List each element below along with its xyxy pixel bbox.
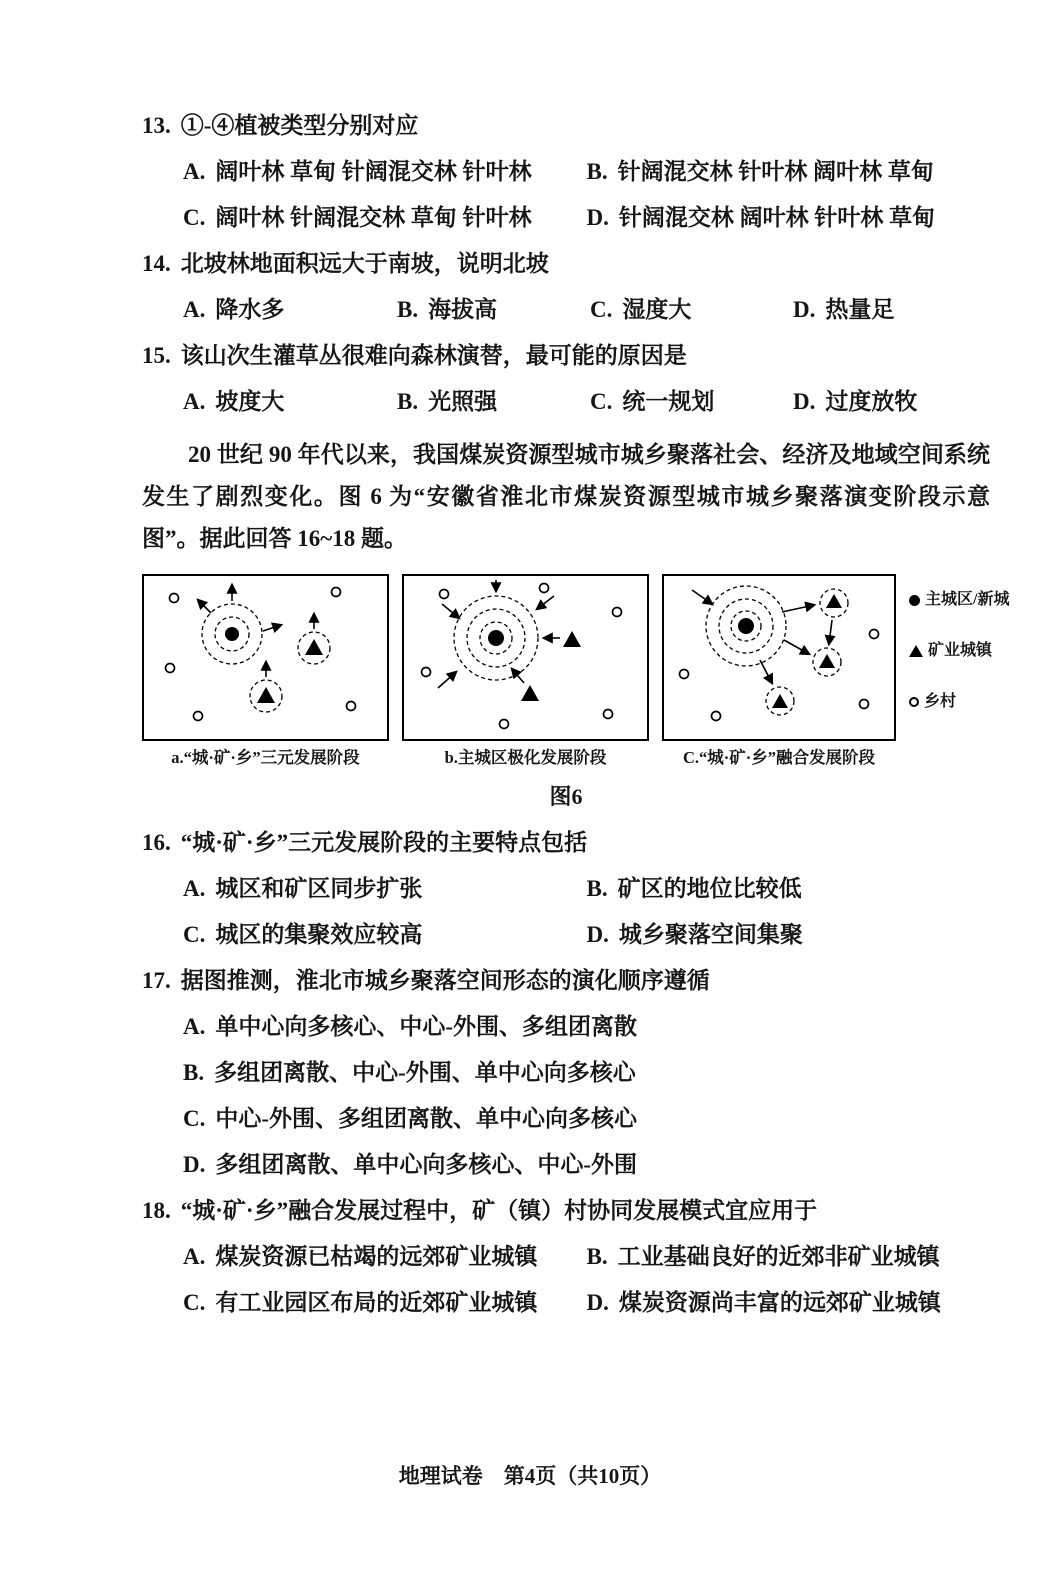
question-text: “城·矿·乡”三元发展阶段的主要特点包括 xyxy=(180,830,588,855)
option-d xyxy=(587,921,991,949)
question-number: 15. xyxy=(142,343,171,368)
option-text: 热量足 xyxy=(825,297,895,322)
figure-panel-a xyxy=(142,574,389,768)
option-label: D. xyxy=(586,922,609,947)
question-number: 18. xyxy=(142,1198,171,1223)
legend-label: 乡村 xyxy=(924,693,957,710)
option-d xyxy=(183,1151,990,1179)
question-18-stem xyxy=(142,1197,990,1225)
option-label: C. xyxy=(183,1106,206,1131)
option-text: 阔叶林 针阔混交林 草甸 针叶林 xyxy=(215,205,532,230)
question-16-stem xyxy=(142,829,990,857)
question-13 xyxy=(142,112,990,232)
option-text: 城区的集聚效应较高 xyxy=(215,922,423,947)
intro-passage: 20 世纪 90 年代以来，我国煤炭资源型城市城乡聚落社会、经济及地域空间系统发生了剧烈变化。图 6 为“安徽省淮北市煤炭资源型城市城乡聚落演变阶段示意图”。据此回答 16~18 题。 xyxy=(142,442,990,551)
option-text: 煤炭资源尚丰富的远郊矿业城镇 xyxy=(618,1290,941,1315)
option-text: 坡度大 xyxy=(215,389,285,414)
question-14 xyxy=(142,250,990,324)
option-label: C. xyxy=(590,297,613,322)
legend-item-mine xyxy=(909,641,1009,661)
option-label: C. xyxy=(183,922,206,947)
option-a xyxy=(183,1243,587,1271)
question-text: 据图推测，淮北市城乡聚落空间形态的演化顺序遵循 xyxy=(180,968,710,993)
option-text: 多组团离散、单中心向多核心、中心-外围 xyxy=(215,1152,638,1177)
option-label: A. xyxy=(183,1014,206,1039)
option-label: B. xyxy=(397,389,419,414)
question-text: ①-④植被类型分别对应 xyxy=(180,113,419,138)
option-b xyxy=(397,296,590,324)
option-b xyxy=(587,158,991,186)
option-text: 统一规划 xyxy=(622,389,715,414)
question-16-options xyxy=(183,875,990,949)
option-a xyxy=(183,1013,990,1041)
panel-b-caption: b.主城区极化发展阶段 xyxy=(444,748,607,767)
option-label: A. xyxy=(183,389,206,414)
option-text: 降水多 xyxy=(215,297,285,322)
option-text: 针阔混交林 阔叶林 针叶林 草甸 xyxy=(618,205,936,230)
figure-panel-b xyxy=(402,574,649,768)
option-text: 过度放牧 xyxy=(825,389,918,414)
option-label: B. xyxy=(397,297,419,322)
option-text: 针阔混交林 针叶林 阔叶林 草甸 xyxy=(617,159,934,184)
question-13-stem xyxy=(142,112,990,140)
option-label: B. xyxy=(586,159,608,184)
figure-caption: 图6 xyxy=(549,784,583,809)
option-c xyxy=(183,921,587,949)
option-text: 海拔高 xyxy=(428,297,498,322)
question-number: 16. xyxy=(142,830,171,855)
question-18 xyxy=(142,1197,990,1317)
option-c xyxy=(590,388,793,416)
connection-arrows xyxy=(760,605,832,683)
option-label: B. xyxy=(586,876,608,901)
option-a xyxy=(183,875,587,903)
option-text: 单中心向多核心、中心-外围、多组团离散 xyxy=(215,1014,638,1039)
main-city xyxy=(438,580,554,688)
main-city xyxy=(692,586,786,666)
option-c xyxy=(183,1105,990,1133)
option-b xyxy=(397,388,590,416)
question-17-options xyxy=(183,1013,990,1179)
option-text: 有工业园区布局的近郊矿业城镇 xyxy=(215,1290,538,1315)
option-d xyxy=(587,204,991,232)
mining-town xyxy=(250,662,282,712)
option-label: C. xyxy=(590,389,613,414)
option-label: A. xyxy=(183,1244,206,1269)
option-d xyxy=(587,1289,991,1317)
legend-item-village xyxy=(909,692,1009,712)
question-13-options xyxy=(183,158,990,232)
question-18-options xyxy=(183,1243,990,1317)
option-label: B. xyxy=(183,1060,205,1085)
question-14-stem xyxy=(142,250,990,278)
legend-item-city xyxy=(909,590,1009,610)
open-circle-icon xyxy=(909,697,919,707)
question-17 xyxy=(142,967,990,1179)
option-b xyxy=(587,1243,991,1271)
option-text: 城区和矿区同步扩张 xyxy=(215,876,423,901)
option-label: D. xyxy=(586,205,609,230)
mining-town xyxy=(544,631,581,647)
panel-c-diagram xyxy=(664,576,894,739)
question-15-stem xyxy=(142,342,990,370)
option-label: D. xyxy=(793,297,816,322)
filled-circle-icon xyxy=(909,595,920,606)
figure-legend xyxy=(909,590,1009,712)
option-text: 多组团离散、中心-外围、单中心向多核心 xyxy=(214,1060,636,1085)
question-17-stem xyxy=(142,967,990,995)
option-label: D. xyxy=(793,389,816,414)
option-label: A. xyxy=(183,159,206,184)
option-d xyxy=(793,296,990,324)
option-a xyxy=(183,296,397,324)
panel-c-caption: C.“城·矿·乡”融合发展阶段 xyxy=(682,748,876,767)
option-a xyxy=(183,158,587,186)
main-city xyxy=(198,585,281,664)
option-label: D. xyxy=(586,1290,609,1315)
option-label: D. xyxy=(183,1152,206,1177)
question-14-options xyxy=(183,296,990,324)
option-d xyxy=(793,388,990,416)
option-label: A. xyxy=(183,297,206,322)
question-number: 14. xyxy=(142,251,171,276)
option-label: B. xyxy=(586,1244,608,1269)
figure-panel-c xyxy=(662,574,896,768)
option-text: 阔叶林 草甸 针阔混交林 针叶林 xyxy=(215,159,532,184)
legend-label: 矿业城镇 xyxy=(928,642,993,659)
option-b xyxy=(587,875,991,903)
option-c xyxy=(183,204,587,232)
option-text: 煤炭资源已枯竭的远郊矿业城镇 xyxy=(215,1244,538,1269)
option-label: C. xyxy=(183,205,206,230)
option-b xyxy=(183,1059,990,1087)
option-c xyxy=(183,1289,587,1317)
panel-b-diagram xyxy=(404,576,647,739)
option-a xyxy=(183,388,397,416)
option-label: A. xyxy=(183,876,206,901)
option-text: 城乡聚落空间集聚 xyxy=(618,922,803,947)
panel-a-caption: a.“城·矿·乡”三元发展阶段 xyxy=(171,748,360,767)
question-15-options xyxy=(183,388,990,416)
mining-town xyxy=(813,648,841,676)
option-c xyxy=(590,296,793,324)
question-16 xyxy=(142,829,990,949)
question-text: 北坡林地面积远大于南坡，说明北坡 xyxy=(180,251,549,276)
filled-triangle-icon xyxy=(909,645,923,657)
option-label: C. xyxy=(183,1290,206,1315)
question-number: 17. xyxy=(142,968,171,993)
mining-town xyxy=(298,614,330,664)
option-text: 中心-外围、多组团离散、单中心向多核心 xyxy=(215,1106,638,1131)
mining-town xyxy=(512,669,539,701)
question-15 xyxy=(142,342,990,416)
question-text: “城·矿·乡”融合发展过程中，矿（镇）村协同发展模式宜应用于 xyxy=(180,1198,818,1223)
page-footer: 地理试卷 第4页（共10页） xyxy=(398,1464,662,1488)
option-text: 湿度大 xyxy=(622,297,692,322)
question-number: 13. xyxy=(142,113,171,138)
mining-town xyxy=(820,589,848,617)
figure-6 xyxy=(142,574,1010,768)
option-text: 矿区的地位比较低 xyxy=(617,876,802,901)
question-text: 该山次生灌草丛很难向森林演替，最可能的原因是 xyxy=(180,343,687,368)
option-text: 工业基础良好的近郊非矿业城镇 xyxy=(617,1244,940,1269)
mining-town xyxy=(766,687,794,715)
option-text: 光照强 xyxy=(428,389,498,414)
legend-label: 主城区/新城 xyxy=(925,591,1010,608)
panel-a-diagram xyxy=(144,576,387,739)
